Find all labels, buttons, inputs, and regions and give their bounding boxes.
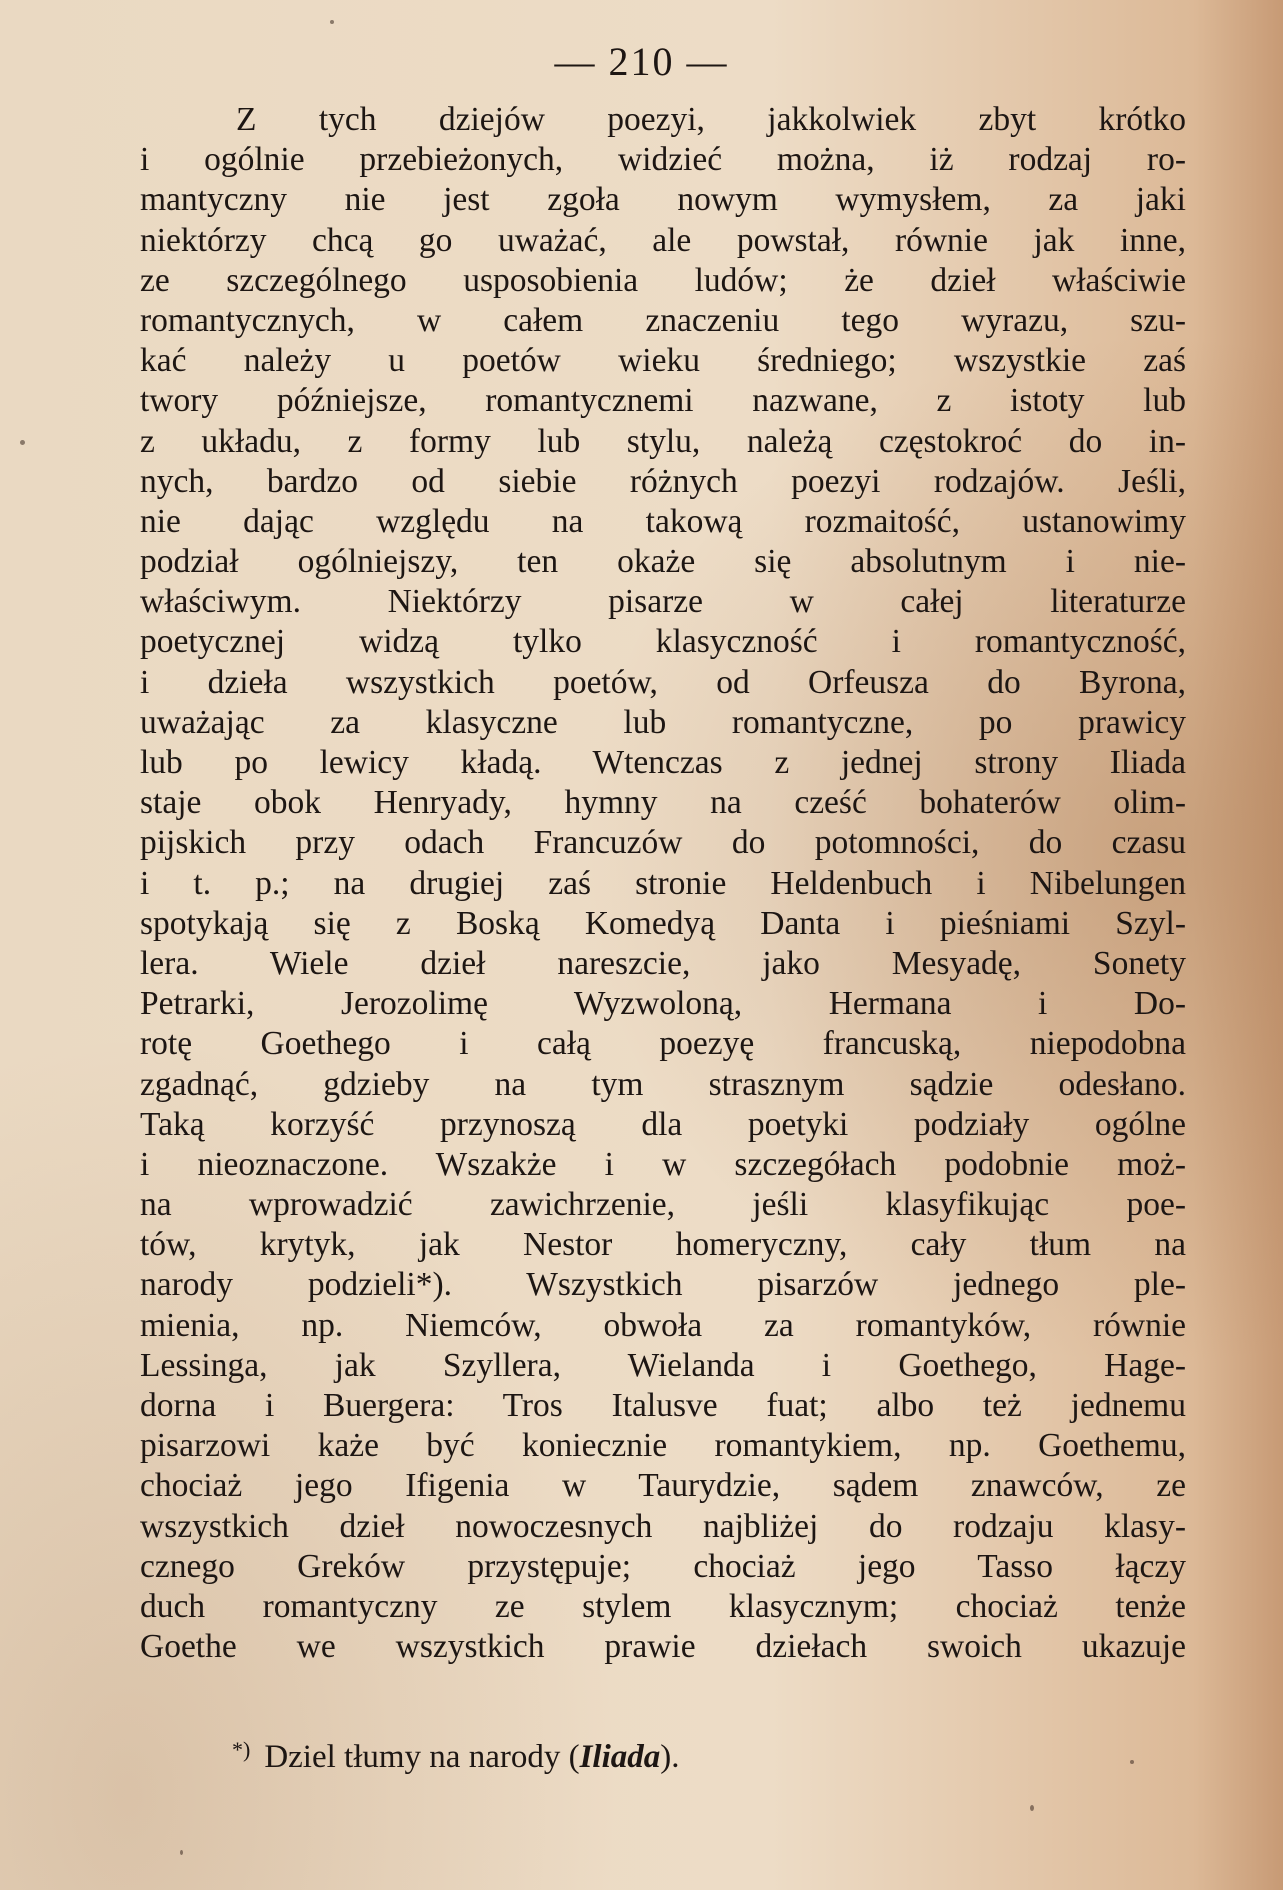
text-line: tów, krytyk, jak Nestor homeryczny, cały tłum na [140,1226,1186,1264]
text-line: pijskich przy odach Francuzów do potomności, do czasu [140,824,1186,862]
paper-speck [180,1850,183,1855]
text-line: narody podzieli*). Wszystkich pisarzów jednego ple- [140,1266,1186,1304]
text-line: twory późniejsze, romantycznemi nazwane, z istoty lub [140,382,1186,420]
paper-speck [1030,1805,1034,1811]
text-line: z układu, z formy lub stylu, należą częstokroć do in- [140,422,1186,460]
text-line: staje obok Henryady, hymny na cześć bohaterów olim- [140,784,1186,822]
text-line: Z tych dziejów poezyi, jakkolwiek zbyt krótko [236,101,1186,138]
paper-speck [330,20,334,24]
paper-speck [20,440,25,445]
text-line: romantycznych, w całem znaczeniu tego wyrazu, szu- [140,301,1186,339]
footnote-title: Iliada [579,1739,661,1775]
text-line: duch romantyczny ze stylem klasycznym; chociaż tenże [140,1587,1186,1625]
text-line: i nieoznaczone. Wszakże i w szczegółach podobnie moż- [140,1145,1186,1183]
text-line: Lessinga, jak Szyllera, Wielanda i Goethego, Hage- [140,1346,1186,1384]
text-line: Taką korzyść przynoszą dla poetyki podziały ogólne [140,1105,1186,1143]
footnote-mark: *) [232,1737,251,1762]
text-line: rotę Goethego i całą poezyę francuską, niepodobna [140,1025,1186,1063]
text-line: spotykają się z Boską Komedyą Danta i pieśniami Szyl- [140,904,1186,942]
text-line: kać należy u poetów wieku średniego; wszystkie zaś [140,342,1186,380]
text-line: zgadnąć, gdzieby na tym strasznym sądzie odesłano. [140,1065,1186,1103]
text-line: właściwym. Niektórzy pisarze w całej literaturze [140,583,1186,621]
text-line: ze szczególnego usposobienia ludów; że dzieł właściwie [140,261,1186,299]
text-line: chociaż jego Ifigenia w Taurydzie, sądem znawców, ze [140,1467,1186,1505]
text-line: nie dając względu na takową rozmaitość, ustanowimy [140,502,1186,540]
text-line: uważając za klasyczne lub romantyczne, po prawicy [140,703,1186,741]
text-line: dorna i Buergera: Tros Italusve fuat; albo też jednemu [140,1387,1186,1424]
body-text [140,100,1186,1667]
text-line: Petrarki, Jerozolimę Wyzwoloną, Hermana i Do- [140,985,1186,1023]
footnote: *) Dziel tłumy na narody (Iliada). [232,1737,680,1775]
footnote-text: Dziel tłumy na narody [264,1739,561,1775]
text-line: wszystkich dzieł nowoczesnych najbliżej do rodzaju klasy- [140,1507,1186,1545]
text-line: i dzieła wszystkich poetów, od Orfeusza do Byrona, [140,663,1186,701]
text-line: pisarzowi każe być koniecznie romantykiem, np. Goethemu, [140,1427,1186,1465]
text-line: i t. p.; na drugiej zaś stronie Heldenbuch i Nibelungen [140,864,1186,902]
text-line: poetycznej widzą tylko klasyczność i romantyczność, [140,623,1186,661]
paper-speck [1130,1760,1134,1764]
text-line: niektórzy chcą go uważać, ale powstał, równie jak inne, [140,221,1186,259]
text-line: i ogólnie przebieżonych, widzieć można, iż rodzaj ro- [140,141,1186,179]
text-line: na wprowadzić zawichrzenie, jeśli klasyfikując poe- [140,1186,1186,1224]
text-line: lera. Wiele dzieł nareszcie, jako Mesyadę, Sonety [140,944,1186,982]
text-line: nych, bardzo od siebie różnych poezyi rodzajów. Jeśli, [140,462,1186,500]
page-number: — 210 — [554,39,729,84]
text-line: lub po lewicy kładą. Wtenczas z jednej strony Iliada [140,744,1186,781]
text-line: podział ogólniejszy, ten okaże się absolutnym i nie- [140,543,1186,581]
text-line: cznego Greków przystępuje; chociaż jego Tasso łączy [140,1547,1186,1585]
text-line: Goethe we wszystkich prawie dziełach swoich ukazuje [140,1628,1186,1666]
text-line: mantyczny nie jest zgoła nowym wymysłem, za jaki [140,181,1186,219]
text-line: mienia, np. Niemców, obwoła za romantyków, równie [140,1306,1186,1344]
